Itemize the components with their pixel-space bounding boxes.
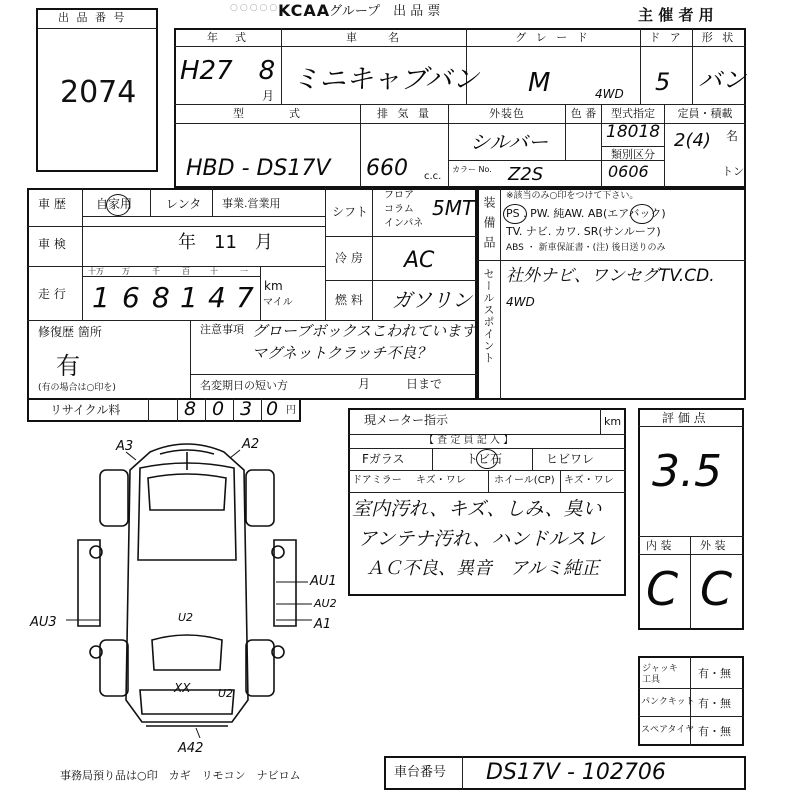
history-opt-rental: レンタ — [166, 197, 202, 211]
inspection-value: 年 11 月 — [178, 232, 273, 253]
shift-value: 5MT — [432, 196, 475, 220]
shift-label: シフト — [332, 205, 369, 219]
mileage-label: 走 行 — [38, 287, 66, 301]
recycle-digit-1: 8 — [184, 398, 197, 420]
recycle-label: リサイクル料 — [50, 403, 121, 417]
damage-mark-xx: XX — [174, 681, 191, 695]
grade: M — [528, 68, 551, 98]
damage-mark-au3: AU3 — [30, 615, 57, 630]
displacement: 660 — [366, 156, 408, 181]
mileage-digit-label-1: 十万 — [88, 267, 104, 276]
organizer-label: 主 催 者 用 — [638, 6, 714, 24]
capacity: 2(4) — [674, 130, 711, 151]
sales-points-label: セールスポイント — [482, 268, 495, 364]
ac-value: AC — [404, 248, 435, 273]
model-year: H27 8 — [180, 56, 276, 86]
header-dots: ○○○○○ — [230, 3, 280, 13]
mileage-digit-label-2: 万 — [122, 267, 130, 276]
damage-mark-au2: AU2 — [314, 597, 337, 610]
shift-column: コラム — [384, 204, 414, 215]
score-value: 3.5 — [652, 446, 722, 497]
col-color-number: 色 番 — [570, 107, 597, 120]
inspection-label: 車 検 — [38, 237, 66, 251]
inspector-comment-2: アンテナ汚れ、ハンドルスレ — [358, 528, 605, 550]
capacity-unit: 名 — [726, 129, 739, 143]
col-shape: 形 状 — [701, 31, 737, 44]
mirror-options: キズ・ワレ — [416, 475, 466, 486]
chassis-label: 車台番号 — [394, 765, 447, 780]
score-label: 評 価 点 — [662, 411, 706, 425]
color-no-label: カラー No. — [452, 165, 492, 174]
sales-points-line-2: 4WD — [506, 295, 535, 309]
wheel-options: キズ・ワレ — [564, 475, 614, 486]
equipment-label: 装備品 — [482, 196, 496, 256]
mileage-digit-label-6: 一 — [240, 267, 248, 276]
col-name: 車 名 — [346, 31, 402, 44]
mileage-unit-mile: マイル — [263, 297, 293, 308]
body-shape: バン — [698, 66, 746, 94]
history-label: 車 歴 — [38, 197, 66, 211]
inspector-comment-3: ＡＣ不良、異音 アルミ純正 — [366, 558, 600, 579]
lot-number-label: 出 品 番 号 — [58, 11, 127, 24]
col-grade: グ レ ー ド — [515, 31, 591, 44]
accessory-jack-label: ジャッキ 工具 — [642, 664, 678, 685]
glass-options: トビ石 — [466, 452, 503, 466]
recycle-digit-2: 0 — [212, 398, 225, 420]
accessory-jack-value: 有・無 — [698, 667, 731, 680]
class-number: 0606 — [608, 162, 649, 181]
notes-line-1: グローブボックスこわれています — [252, 322, 477, 340]
deadline-day: 日まで — [406, 377, 443, 391]
col-spec: 型式指定 — [611, 107, 655, 120]
cc-unit: c.c. — [424, 171, 442, 182]
history-opt-private: 自家用 — [96, 197, 133, 211]
equipment-line-2: TV. ナビ. カワ. SR(サンルーフ) — [506, 225, 661, 238]
damage-mark-u2-roof: U2 — [178, 611, 194, 624]
recycle-unit: 円 — [286, 405, 296, 416]
car-name: ミニキャブバン — [292, 64, 479, 95]
fuel-value: ガソリン — [392, 288, 472, 312]
damage-mark-u2-rear: U2 — [218, 687, 234, 700]
damage-mark-a2: A2 — [242, 437, 260, 452]
repair-value: 有 — [56, 352, 80, 380]
month-unit: 月 — [262, 89, 275, 103]
mileage-digit-5: 4 — [208, 281, 226, 314]
repair-note: (有の場合は○印を) — [38, 383, 116, 393]
brand-logo: KCAA — [278, 1, 331, 20]
recycle-digit-3: 3 — [240, 398, 253, 420]
damage-mark-a1: A1 — [314, 617, 332, 632]
mileage-digit-2: 6 — [122, 281, 140, 314]
damage-mark-au1: AU1 — [310, 574, 337, 589]
equipment-note: ※該当のみ○印をつけて下さい。 — [506, 191, 639, 201]
mileage-unit-km: km — [264, 279, 283, 293]
inspector-comment-1: 室内汚れ、キズ、しみ、臭い — [352, 498, 602, 520]
mileage-digit-1: 1 — [92, 281, 110, 314]
interior-label: 内 装 — [646, 539, 672, 552]
col-door: ド ア — [649, 31, 684, 44]
form-title: .グループ 出 品 票 — [325, 4, 441, 19]
accessory-kit-label: パンクキット — [641, 697, 695, 707]
equipment-line-1: PS . PW. 純AW. AB(エアバック) — [506, 207, 666, 220]
equipment-line-3: ABS ・ 新車保証書・(注) 後日送りのみ — [506, 243, 666, 253]
col-capacity: 定員・積載 — [677, 107, 733, 120]
accessory-spare-value: 有・無 — [698, 725, 731, 738]
chassis-number: DS17V - 102706 — [486, 760, 666, 785]
col-class: 類別区分 — [611, 148, 655, 161]
col-displacement: 排 気 量 — [377, 107, 432, 120]
exterior-label: 外 装 — [700, 539, 726, 552]
spec-number: 18018 — [606, 122, 661, 142]
lot-number: 2074 — [60, 75, 137, 110]
col-model: 型 式 — [233, 107, 303, 120]
damage-mark-a42: A42 — [178, 741, 204, 756]
office-items-note: 事務局預り品は○印 カギ リモコン ナビロム — [60, 769, 301, 782]
accessory-spare-label: スペアタイヤ — [641, 725, 695, 735]
mileage-digit-label-4: 百 — [182, 267, 190, 276]
exterior-score: C — [700, 562, 733, 616]
glass-label: Fガラス — [362, 452, 405, 466]
inspector-section-title: 【 査 定 員 記 入 】 — [424, 435, 514, 446]
accessory-kit-value: 有・無 — [698, 697, 731, 710]
recycle-digit-4: 0 — [266, 398, 279, 420]
deadline-label: 名変期日の短い方 — [200, 379, 288, 392]
col-year: 年 式 — [207, 31, 249, 44]
shift-floor: フロア — [384, 190, 414, 201]
repair-label: 修復歴 箇所 — [38, 325, 102, 339]
notes-label: 注意事項 — [200, 323, 244, 336]
door-count: 5 — [655, 68, 671, 96]
ton-unit: トン — [722, 165, 744, 178]
col-color: 外装色 — [489, 107, 525, 120]
color-number: Z2S — [508, 164, 544, 185]
grade-sub: 4WD — [595, 87, 624, 101]
mirror-label: ドアミラー — [352, 475, 402, 486]
notes-line-2: マグネットクラッチ不良？ — [252, 344, 432, 362]
meter-label: 現メーター指示 — [364, 413, 449, 427]
deadline-month: 月 — [358, 377, 371, 391]
glass-options-2: ヒビワレ — [546, 452, 595, 466]
mileage-digit-6: 7 — [236, 281, 254, 314]
wheel-label: ホイール(CP) — [494, 475, 555, 486]
fuel-label: 燃 料 — [335, 293, 363, 307]
model-code: HBD - DS17V — [186, 156, 331, 181]
mileage-digit-4: 1 — [180, 281, 198, 314]
mileage-digit-label-3: 千 — [152, 267, 160, 276]
mileage-digit-label-5: 十 — [210, 267, 218, 276]
ac-label: 冷 房 — [335, 251, 363, 265]
exterior-color: シルバー — [470, 130, 549, 154]
mileage-digit-3: 8 — [152, 281, 170, 314]
history-opt-business: 事業.営業用 — [222, 197, 281, 210]
interior-score: C — [646, 562, 679, 616]
sales-points-line-1: 社外ナビ、ワンセグTV.CD. — [506, 266, 715, 286]
shift-panel: インパネ — [384, 218, 424, 229]
meter-unit: km — [604, 415, 622, 428]
damage-mark-a3: A3 — [116, 439, 134, 454]
